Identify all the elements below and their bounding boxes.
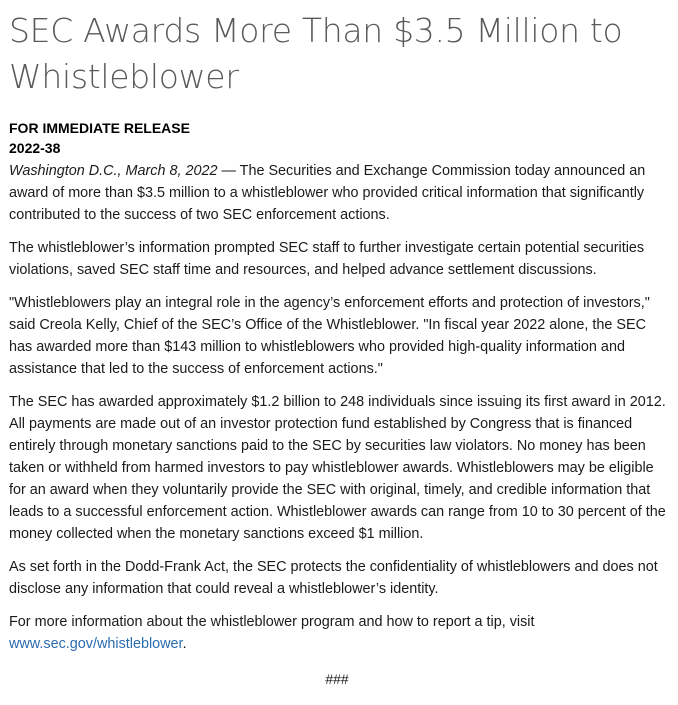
- paragraph-confidentiality: As set forth in the Dodd-Frank Act, the SEC protects the confidentiality of whistleblowers and does not disclose any information that could reveal a whistleblower’s identity.: [9, 559, 658, 597]
- release-number: 2022-38: [9, 140, 61, 156]
- release-info: [9, 118, 669, 158]
- more-info-text: For more information about the whistleblower program and how to report a tip, visit: [9, 614, 535, 630]
- page-title: SEC Awards More Than $3.5 Million to Whistleblower: [9, 11, 623, 96]
- more-info-period: .: [182, 636, 187, 652]
- paragraph-information: The whistleblower’s information prompted SEC staff to further investigate certain potential securities violations, saved SEC staff time and resources, and helped advance settlement discussions.: [9, 240, 645, 278]
- paragraph-intro-text: The Securities and Exchange Commission today announced an award of more than $3.5 million to a whistleblower who provided critical information that significantly contributed to the success of two SEC enforcement actions.: [9, 163, 646, 223]
- paragraph-program-overview: The SEC has awarded approximately $1.2 billion to 248 individuals since issuing its first award in 2012. All payments are made out of an investor protection fund established by Congress that is financed entirely through monetary sanctions paid to the SEC by securities law violators. No money has been taken or withheld from harmed investors to pay whistleblower awards. Whistleblowers may be eligible for an award when they voluntarily provide the SEC with original, timely, and credible information that leads to a successful enforcement action. Whistleblower awards can range from 10 to 30 percent of the money collected when the monetary sanctions exceed $1 million.: [9, 394, 666, 542]
- release-label: FOR IMMEDIATE RELEASE: [9, 120, 190, 136]
- press-release: [9, 0, 669, 689]
- whistleblower-link[interactable]: www.sec.gov/whistleblower: [9, 636, 183, 652]
- paragraph-quote: "Whistleblowers play an integral role in the agency’s enforcement efforts and protection of investors," said Creola Kelly, Chief of the SEC’s Office of the Whistleblower. "In fiscal year 2022 alone, the SEC has awarded more than $143 million to whistleblowers who provided high-quality information and assistance that led to the success of enforcement actions.": [9, 295, 650, 377]
- paragraph-more-info: [9, 611, 669, 655]
- end-mark: ###: [325, 671, 349, 687]
- dateline: Washington D.C., March 8, 2022: [9, 163, 218, 179]
- dateline-separator: —: [217, 163, 240, 179]
- paragraph-intro: [9, 160, 669, 226]
